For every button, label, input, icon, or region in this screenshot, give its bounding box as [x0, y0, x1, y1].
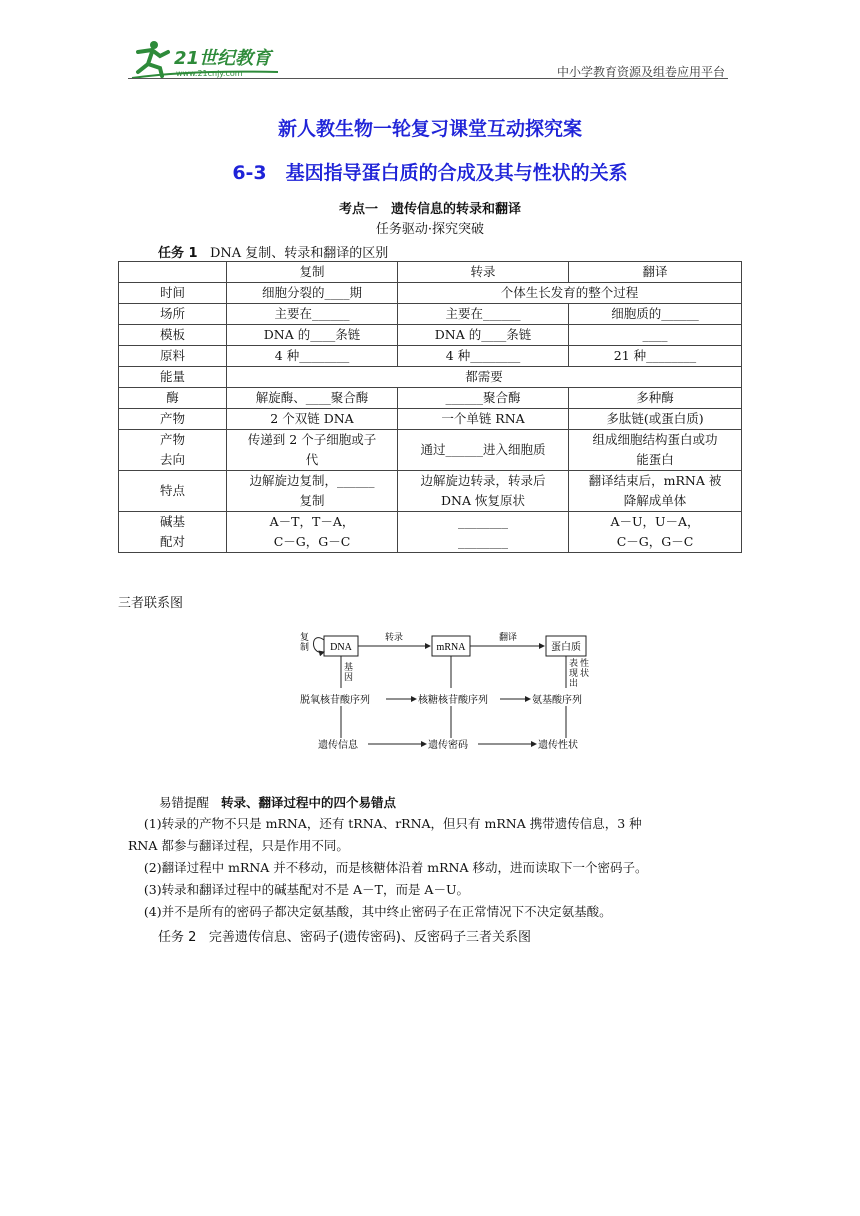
table-cell: 都需要 — [227, 367, 742, 388]
dna-label: DNA — [330, 642, 352, 653]
row3-info: 遗传信息 — [318, 740, 358, 751]
row-label: 能量 — [119, 367, 227, 388]
header-platform-text: 中小学教育资源及组卷应用平台 — [556, 65, 725, 79]
table-row — [119, 471, 742, 512]
row2-deoxy: 脱氧核苷酸序列 — [300, 695, 370, 706]
svg-text:www.21cnjy.com: www.21cnjy.com — [176, 69, 243, 78]
table-row — [119, 346, 742, 367]
table-cell: 传递到 2 个子细胞或子 代 — [227, 430, 398, 471]
table-cell: 个体生长发育的整个过程 — [398, 283, 742, 304]
section-heading: 考点一 遗传信息的转录和翻译 — [338, 202, 521, 217]
table-header-row — [119, 262, 742, 283]
table-cell: 边解旋边复制，______ 复制 — [227, 471, 398, 512]
transcription-label: 转录 — [384, 632, 404, 642]
svg-text:21世纪教育: 21世纪教育 — [174, 48, 272, 69]
trait-label-a: 性 — [580, 658, 590, 668]
tip-title: 转录、翻译过程中的四个易错点 — [220, 795, 396, 810]
task1-text: DNA 复制、转录和翻译的区别 — [209, 246, 389, 261]
table-cell: DNA 的____条链 — [398, 325, 569, 346]
section-subheading: 任务驱动·探究突破 — [375, 222, 485, 237]
table-row — [119, 367, 742, 388]
table-cell: 多肽链(或蛋白质) — [569, 409, 742, 430]
row-label: 原料 — [119, 346, 227, 367]
table-header-cell: 翻译 — [569, 262, 742, 283]
trait-label-b: 状 — [580, 668, 590, 678]
row-label: 时间 — [119, 283, 227, 304]
task1-label: 任务 1 — [158, 246, 198, 261]
task2-text: 完善遗传信息、密码子(遗传密码)、反密码子三者关系图 — [208, 930, 531, 945]
tip-heading — [159, 792, 396, 814]
page-subtitle: 6-3 基因指导蛋白质的合成及其与性状的关系 — [232, 162, 628, 184]
table-row — [119, 388, 742, 409]
replication-label-a: 复 — [300, 632, 310, 642]
table-cell: ______聚合酶 — [398, 388, 569, 409]
table-header-cell: 转录 — [398, 262, 569, 283]
table-cell: A－U，U－A， C－G，G－C — [569, 512, 742, 553]
row-label: 特点 — [119, 471, 227, 512]
protein-label: 蛋白质 — [551, 642, 581, 653]
row-label: 产物 — [119, 409, 227, 430]
table-cell: 解旋酶、____聚合酶 — [227, 388, 398, 409]
row-label: 产物 去向 — [119, 430, 227, 471]
header-divider — [128, 78, 728, 79]
tip-item-1: (1)转录的产物不只是 mRNA，还有 tRNA、rRNA，但只有 mRNA 携带遗传信息，3 种 RNA 都参与翻译过程，只是作用不同。 — [128, 816, 642, 853]
table-row — [119, 512, 742, 553]
express-label-a: 表 — [569, 658, 579, 668]
site-logo — [128, 38, 288, 80]
row2-ribo: 核糖核苷酸序列 — [418, 695, 488, 706]
table-cell: 多种酶 — [569, 388, 742, 409]
table-row — [119, 283, 742, 304]
task2-label: 任务 2 — [158, 930, 197, 945]
table-cell: 21 种________ — [569, 346, 742, 367]
table-row — [119, 304, 742, 325]
table-cell: ____ — [569, 325, 742, 346]
table-cell: 一个单链 RNA — [398, 409, 569, 430]
row-label: 模板 — [119, 325, 227, 346]
diagram-caption: 三者联系图 — [118, 596, 184, 611]
table-cell: 4 种________ — [398, 346, 569, 367]
tip-item-3: (3)转录和翻译过程中的碱基配对不是 A－T，而是 A－U。 — [143, 882, 469, 897]
express-label-c: 出 — [569, 678, 579, 688]
table-cell: 细胞分裂的____期 — [227, 283, 398, 304]
relationship-diagram — [296, 626, 606, 754]
table-header-cell — [119, 262, 227, 283]
comparison-table — [118, 261, 742, 553]
task1-heading — [158, 242, 388, 261]
table-cell: 组成细胞结构蛋白或功 能蛋白 — [569, 430, 742, 471]
row3-trait: 遗传性状 — [538, 740, 578, 751]
task2-heading — [158, 926, 531, 945]
table-header-cell: 复制 — [227, 262, 398, 283]
table-cell: ________ ________ — [398, 512, 569, 553]
translation-label: 翻译 — [498, 632, 518, 642]
row2-amino: 氨基酸序列 — [532, 695, 582, 706]
gene-label-a: 基 — [344, 662, 354, 672]
row-label: 场所 — [119, 304, 227, 325]
mrna-label: mRNA — [436, 642, 466, 653]
row3-code: 遗传密码 — [428, 740, 468, 751]
tip-item-4: (4)并不是所有的密码子都决定氨基酸，其中终止密码子在正常情况下不决定氨基酸。 — [143, 904, 612, 919]
row-label: 碱基 配对 — [119, 512, 227, 553]
table-cell: 主要在______ — [227, 304, 398, 325]
table-cell: 4 种________ — [227, 346, 398, 367]
table-row — [119, 430, 742, 471]
express-label-b: 现 — [569, 668, 579, 678]
table-cell: A－T，T－A， C－G，G－C — [227, 512, 398, 553]
table-row — [119, 325, 742, 346]
tip-item-2: (2)翻译过程中 mRNA 并不移动，而是核糖体沿着 mRNA 移动，进而读取下一个密码子。 — [143, 860, 648, 875]
table-cell: 2 个双链 DNA — [227, 409, 398, 430]
page-title: 新人教生物一轮复习课堂互动探究案 — [277, 118, 582, 140]
gene-label-b: 因 — [344, 672, 354, 682]
tip-label: 易错提醒 — [159, 795, 210, 810]
table-cell: 边解旋边转录，转录后 DNA 恢复原状 — [398, 471, 569, 512]
table-cell: 细胞质的______ — [569, 304, 742, 325]
table-cell: 主要在______ — [398, 304, 569, 325]
table-cell: 翻译结束后，mRNA 被 降解成单体 — [569, 471, 742, 512]
replication-label-b: 制 — [300, 642, 310, 652]
replication-loop — [314, 638, 325, 653]
table-cell: DNA 的____条链 — [227, 325, 398, 346]
table-row — [119, 409, 742, 430]
row-label: 酶 — [119, 388, 227, 409]
table-cell: 通过______进入细胞质 — [398, 430, 569, 471]
